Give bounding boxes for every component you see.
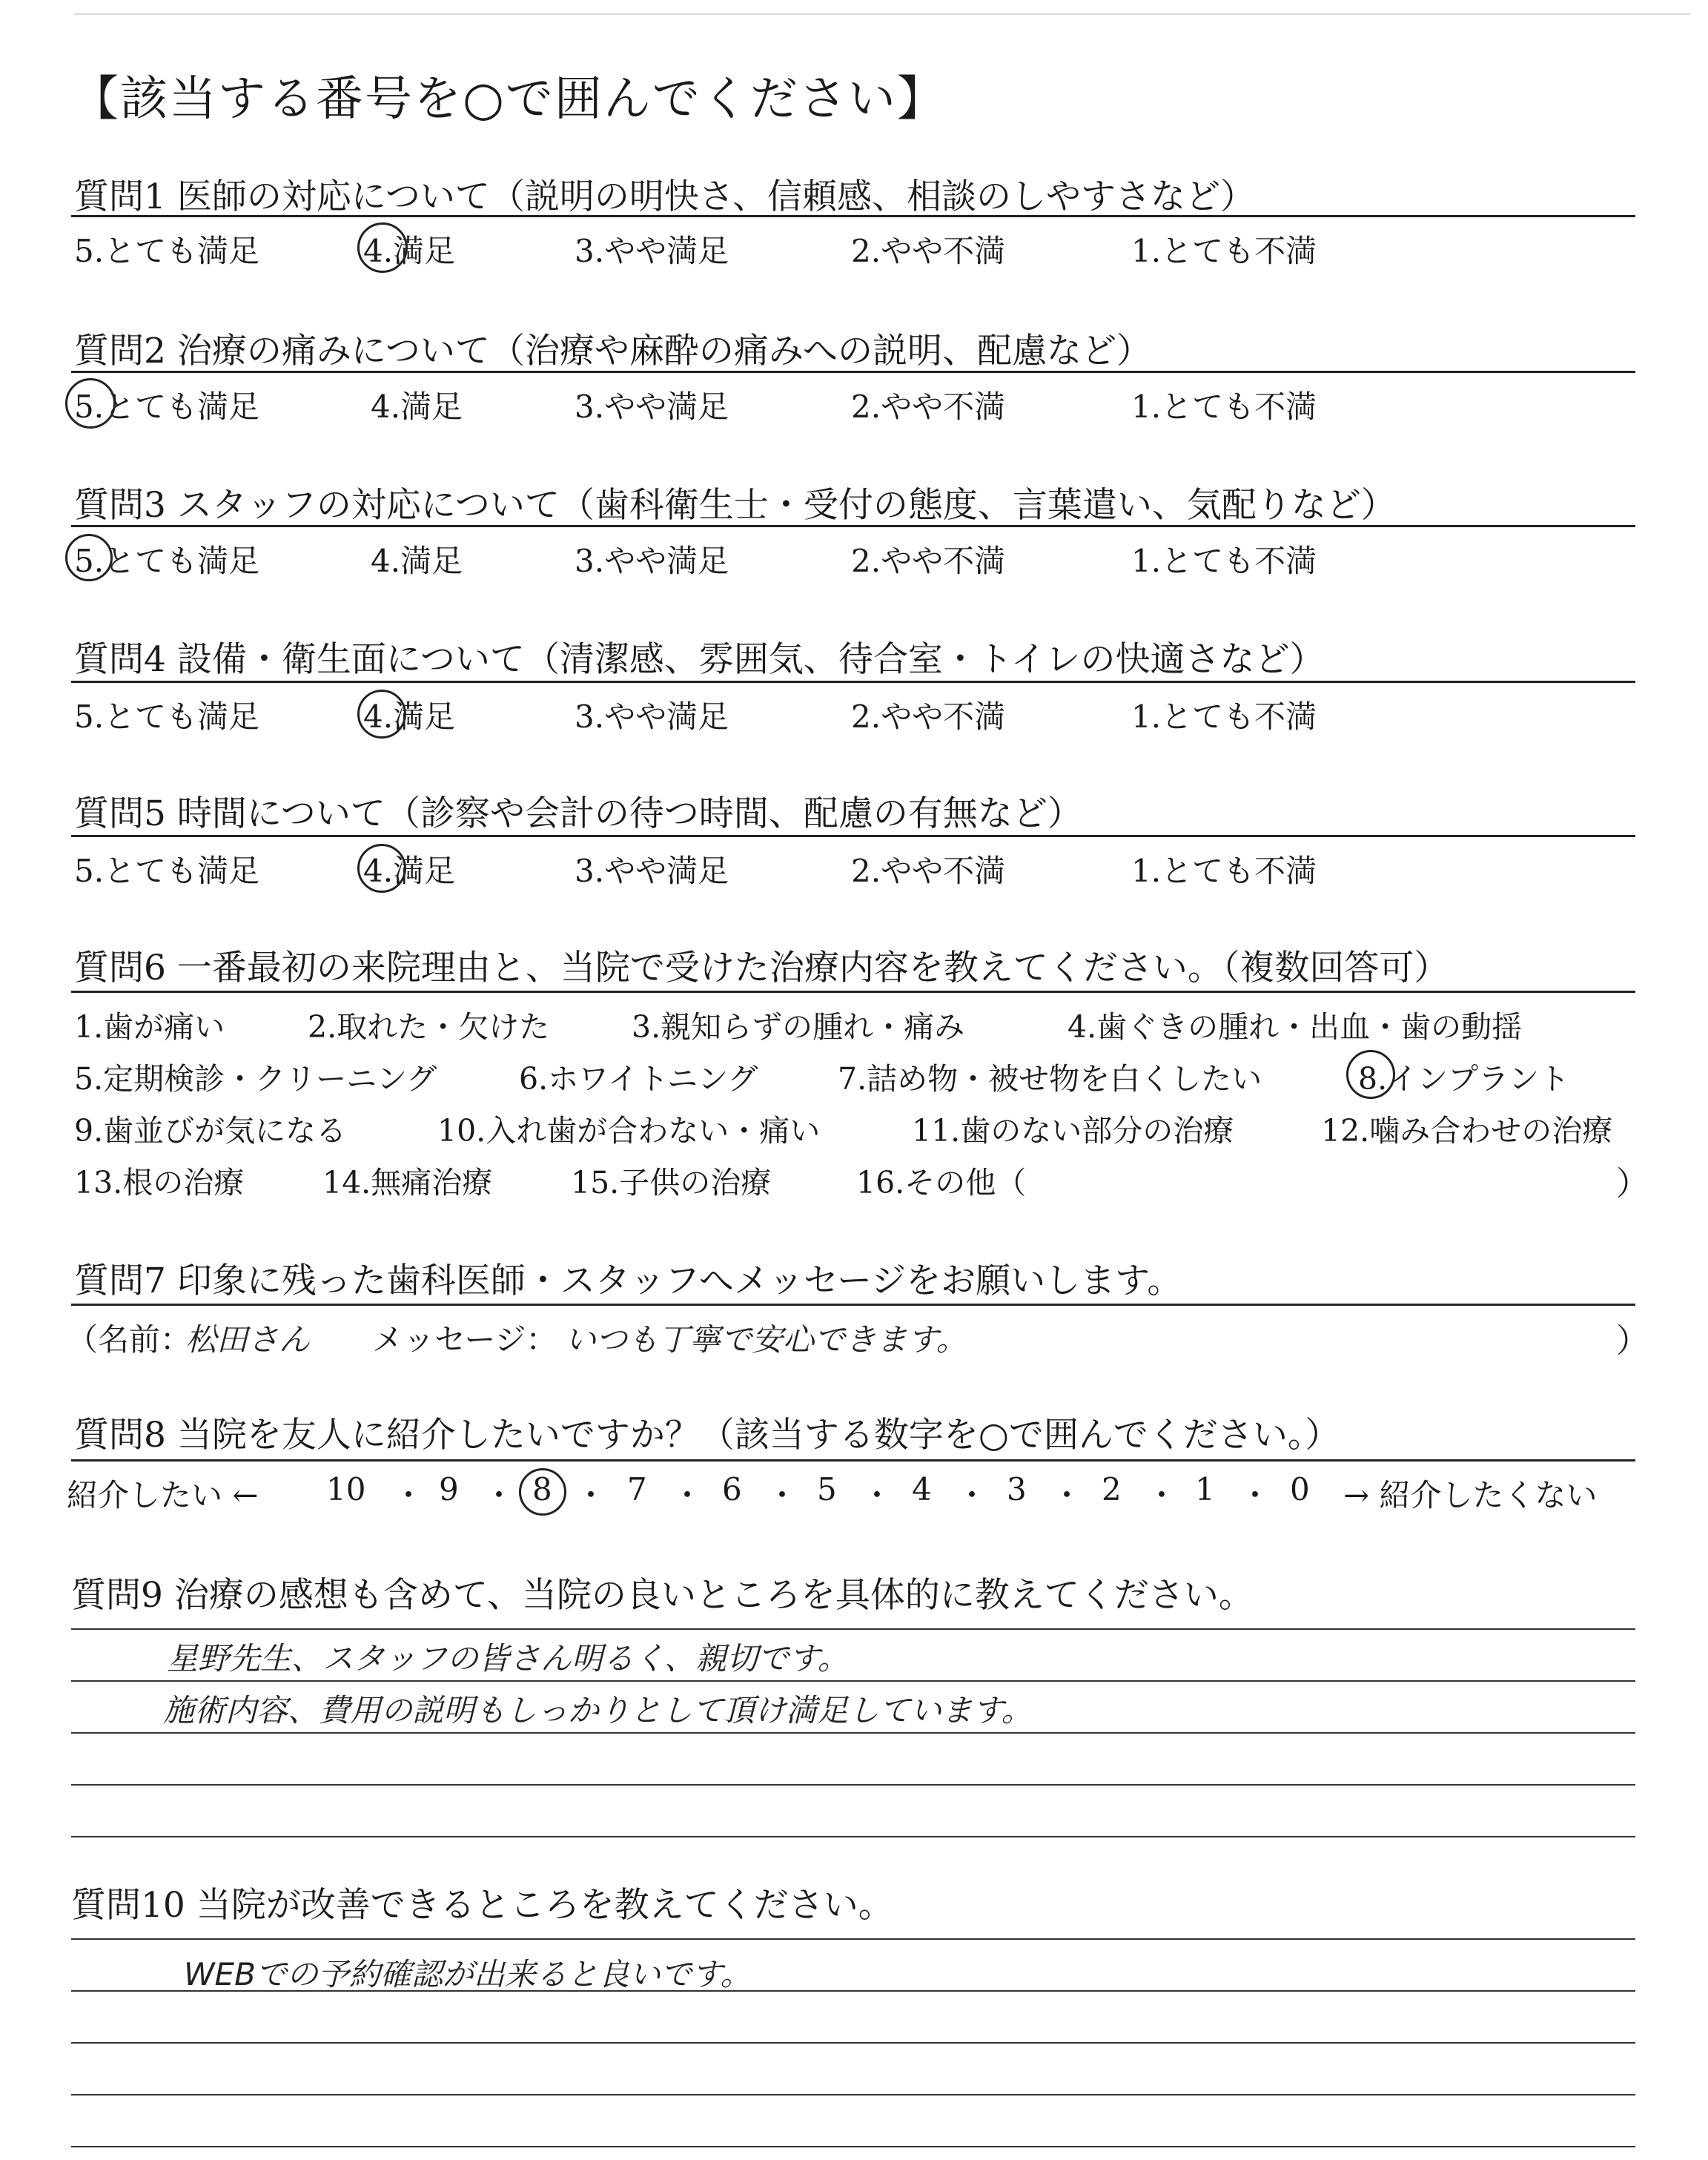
q6-option-10[interactable]: 10.入れ歯が合わない・痛い: [437, 1113, 821, 1149]
q1-option-5[interactable]: 5.とても満足: [74, 233, 260, 269]
q7-close-paren: ）: [1616, 1322, 1649, 1360]
q9-answer-line: [71, 1784, 1635, 1786]
q9-answer-line: [71, 1732, 1635, 1734]
q6-option-15[interactable]: 15.子供の治療: [571, 1165, 772, 1200]
q8-separator: ・: [767, 1477, 798, 1513]
q6-option-7[interactable]: 7.詰め物・被せ物を白くしたい: [838, 1061, 1262, 1097]
q5-option-2[interactable]: 2.やや不満: [851, 853, 1006, 889]
q8-scale-2[interactable]: 2: [1102, 1471, 1122, 1507]
q1-option-3[interactable]: 3.やや満足: [575, 233, 729, 269]
q2-option-3[interactable]: 3.やや満足: [575, 389, 729, 425]
q8-right-label: → 紹介したくない: [1343, 1477, 1598, 1513]
q8-scale-10[interactable]: 10: [326, 1471, 366, 1507]
q6-other-close-paren: ）: [1616, 1165, 1649, 1203]
q5-option-1[interactable]: 1.とても不満: [1131, 853, 1317, 889]
q1-option-4[interactable]: 4.満足: [363, 233, 456, 269]
question-1-label: 質問1 医師の対応について（説明の明快さ、信頼感、相談のしやすさなど）: [74, 176, 1256, 217]
q8-scale-3[interactable]: 3: [1007, 1471, 1027, 1507]
q8-separator: ・: [483, 1477, 515, 1513]
q3-option-4[interactable]: 4.満足: [371, 543, 463, 579]
q6-option-12[interactable]: 12.噛み合わせの治療: [1321, 1113, 1613, 1149]
q6-option-4[interactable]: 4.歯ぐきの腫れ・出血・歯の動揺: [1068, 1009, 1523, 1045]
q7-message-label: メッセージ：: [372, 1321, 557, 1358]
q7-message-value[interactable]: いつも丁寧で安心できます。: [565, 1321, 967, 1358]
q7-name-label: （名前：: [67, 1321, 192, 1358]
q6-option-2[interactable]: 2.取れた・欠けた: [308, 1009, 550, 1045]
q3-option-2[interactable]: 2.やや不満: [851, 543, 1006, 579]
q8-scale-1[interactable]: 1: [1195, 1471, 1215, 1507]
top-border: [74, 13, 1690, 15]
question-6-rule: [71, 991, 1635, 993]
q6-option-13[interactable]: 13.根の治療: [74, 1165, 245, 1200]
q4-option-2[interactable]: 2.やや不満: [851, 698, 1006, 735]
q9-answer-text[interactable]: 星野先生、スタッフの皆さん明るく、親切です。: [167, 1640, 849, 1677]
q3-option-1[interactable]: 1.とても不満: [1131, 543, 1317, 579]
q6-option-16[interactable]: 16.その他（: [856, 1165, 1027, 1200]
q8-separator: ・: [672, 1477, 704, 1513]
q6-option-3[interactable]: 3.親知らずの腫れ・痛み: [632, 1009, 965, 1045]
question-7-rule: [71, 1304, 1635, 1306]
q9-answer-line: [71, 1628, 1635, 1630]
q9-answer-line: [71, 1680, 1635, 1682]
q4-option-3[interactable]: 3.やや満足: [575, 698, 729, 735]
q10-answer-line: [71, 2042, 1635, 2044]
question-3-label: 質問3 スタッフの対応について（歯科衛生士・受付の態度、言葉遣い、気配りなど）: [74, 485, 1396, 526]
q1-option-1[interactable]: 1.とても不満: [1131, 233, 1317, 269]
question-5-rule: [71, 835, 1635, 837]
q8-separator: ・: [1051, 1477, 1083, 1513]
q2-option-5[interactable]: 5.とても満足: [74, 389, 260, 425]
q4-option-1[interactable]: 1.とても不満: [1131, 698, 1317, 735]
q6-option-8[interactable]: 8.インプラント: [1358, 1061, 1570, 1097]
q8-separator: ・: [861, 1477, 893, 1513]
q9-answer-text[interactable]: 施術内容、費用の説明もしっかりとして頂け満足しています。: [163, 1692, 1033, 1728]
q9-answer-line: [71, 1836, 1635, 1837]
question-6-label: 質問6 一番最初の来院理由と、当院で受けた治療内容を教えてください。（複数回答可）: [74, 948, 1449, 988]
q8-scale-9[interactable]: 9: [439, 1471, 459, 1507]
q10-answer-text[interactable]: WEBでの予約確認が出来ると良いです。: [184, 1956, 752, 1992]
q6-option-5[interactable]: 5.定期検診・クリーニング: [74, 1061, 437, 1097]
question-2-label: 質問2 治療の痛みについて（治療や麻酔の痛みへの説明、配慮など）: [74, 331, 1151, 371]
q8-scale-7[interactable]: 7: [627, 1471, 647, 1507]
question-8-rule: [71, 1459, 1635, 1462]
q6-option-11[interactable]: 11.歯のない部分の治療: [912, 1113, 1234, 1149]
q7-name-value[interactable]: 松田さん: [185, 1321, 311, 1358]
q5-option-3[interactable]: 3.やや満足: [575, 853, 729, 889]
q8-separator: ・: [956, 1477, 988, 1513]
q4-option-4[interactable]: 4.満足: [363, 698, 456, 735]
question-2-rule: [71, 371, 1635, 373]
q8-separator: ・: [1146, 1477, 1178, 1513]
q8-scale-6[interactable]: 6: [722, 1471, 742, 1507]
q2-option-2[interactable]: 2.やや不満: [851, 389, 1006, 425]
q2-option-1[interactable]: 1.とても不満: [1131, 389, 1317, 425]
question-7-label: 質問7 印象に残った歯科医師・スタッフへメッセージをお願いします。: [74, 1261, 1182, 1301]
question-5-label: 質問5 時間について（診察や会計の待つ時間、配慮の有無など）: [74, 793, 1082, 834]
q6-option-9[interactable]: 9.歯並びが気になる: [74, 1113, 347, 1149]
question-8-label: 質問8 当院を友人に紹介したいですか？（該当する数字を○で囲んでください。）: [74, 1415, 1340, 1456]
q8-separator: ・: [1239, 1477, 1271, 1513]
q2-option-4[interactable]: 4.満足: [371, 389, 463, 425]
q8-separator: ・: [575, 1477, 607, 1513]
q6-option-14[interactable]: 14.無痛治療: [322, 1165, 493, 1200]
q8-scale-0[interactable]: 0: [1290, 1471, 1310, 1507]
q3-option-5[interactable]: 5.とても満足: [74, 543, 260, 579]
q8-left-label: 紹介したい ←: [67, 1477, 259, 1513]
q6-option-6[interactable]: 6.ホワイトニング: [519, 1061, 758, 1097]
q10-answer-line: [71, 2146, 1635, 2147]
q4-option-5[interactable]: 5.とても満足: [74, 698, 260, 735]
question-4-label: 質問4 設備・衛生面について（清潔感、雰囲気、待合室・トイレの快適さなど）: [74, 639, 1325, 680]
question-1-rule: [71, 215, 1635, 217]
form-title: 【該当する番号を○で囲んでください】: [71, 72, 946, 127]
q5-option-4[interactable]: 4.満足: [363, 853, 456, 889]
q8-scale-5[interactable]: 5: [817, 1471, 837, 1507]
q3-option-3[interactable]: 3.やや満足: [575, 543, 729, 579]
q8-scale-4[interactable]: 4: [912, 1471, 932, 1507]
q10-answer-line: [71, 1938, 1635, 1940]
q10-answer-line: [71, 2094, 1635, 2095]
q6-option-1[interactable]: 1.歯が痛い: [74, 1009, 225, 1045]
q1-option-2[interactable]: 2.やや不満: [851, 233, 1006, 269]
question-9-label: 質問9 治療の感想も含めて、当院の良いところを具体的に教えてください。: [71, 1575, 1254, 1616]
q8-separator: ・: [393, 1477, 425, 1513]
q5-option-5[interactable]: 5.とても満足: [74, 853, 260, 889]
q8-scale-8[interactable]: 8: [532, 1471, 552, 1507]
question-4-rule: [71, 681, 1635, 683]
question-3-rule: [71, 525, 1635, 527]
question-10-label: 質問10 当院が改善できるところを教えてください。: [71, 1885, 893, 1926]
